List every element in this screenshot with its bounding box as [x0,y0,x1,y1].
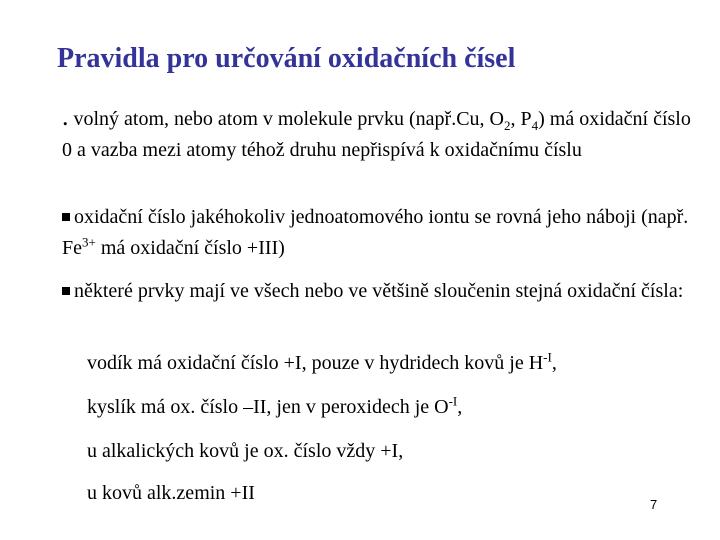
rule-2-superscript: 3+ [82,234,96,250]
rule-1-subscript-b: 4 [531,118,539,133]
page-number: 7 [650,497,658,512]
hydrogen-line [87,349,557,375]
square-bullet-icon [62,213,70,221]
slide-title: Pravidla pro určování oxidačních čísel [57,43,516,74]
rule-1-text-c: ) má oxidační číslo 0 a vazba mezi atomy téhož druhu nepřispívá k oxidačnímu číslu [62,108,691,161]
rule-paragraph-2 [62,202,702,264]
hydrogen-end: , [551,352,557,374]
rule-paragraph-1 [62,104,702,166]
square-bullet-icon [62,287,70,295]
rule-2-text-b: má oxidační číslo +III) [95,237,285,259]
rule-paragraph-3 [62,276,702,307]
oxygen-end: , [457,396,463,418]
rule-1-text-a: volný atom, nebo atom v molekule prvku (např.Cu, O [73,108,504,130]
rule-1-subscript-a: 2 [503,118,511,133]
hydrogen-text: vodík má oxidační číslo +I, pouze v hydridech kovů je H [87,352,544,374]
rule-1-text-b: , P [510,108,532,130]
alkali-metals-line: u alkalických kovů je ox. číslo vždy +I, [87,440,404,462]
bullet-dot-icon: . [62,102,69,131]
hydrogen-superscript: -I [543,349,552,365]
rule-2-text-a: oxidační číslo jakéhokoliv jednoatomového iontu se rovná jeho náboji (např. Fe [62,206,689,259]
oxygen-text: kyslík má ox. číslo –II, jen v peroxidech je O [87,396,449,418]
alkaline-earth-line: u kovů alk.zemin +II [87,482,255,504]
oxygen-line [87,393,463,419]
oxygen-superscript: -I [448,393,458,409]
rule-3-text: některé prvky mají ve všech nebo ve většině sloučenin stejná oxidační čísla: [74,280,684,302]
